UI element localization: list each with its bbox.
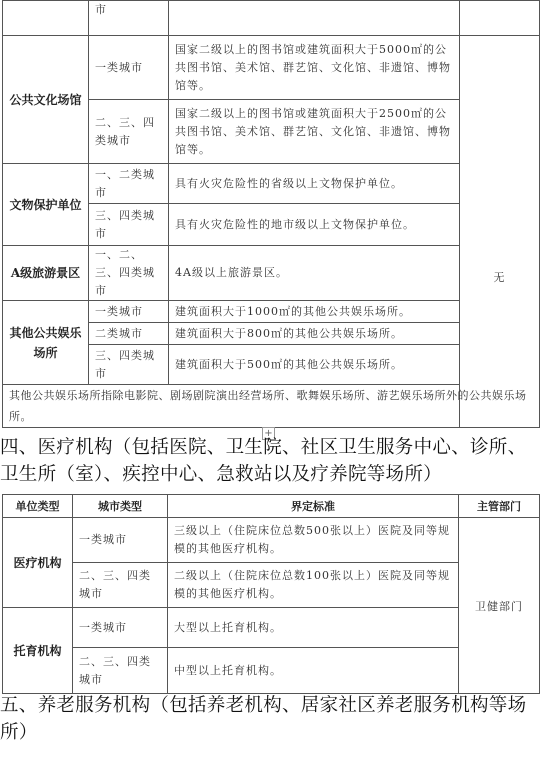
- criteria-cell: 二级以上（住院床位总数100张以上）医院及同等规模的其他医疗机构。: [168, 563, 459, 608]
- criteria-cell: 中型以上托育机构。: [168, 648, 459, 694]
- department-cell: 无: [460, 36, 540, 428]
- table-row: [3, 246, 540, 301]
- city-type-cell: 一、二、三、四类城市: [89, 246, 169, 301]
- city-type-cell: 一类城市: [73, 518, 168, 563]
- unit-type-cell: 其他公共娱乐场所: [3, 301, 89, 385]
- add-row-icon[interactable]: +: [262, 427, 275, 440]
- unit-type-cell: 文物保护单位: [3, 164, 89, 246]
- unit-type-cell: A级旅游景区: [3, 246, 89, 301]
- section-heading-medical: 四、医疗机构（包括医院、卫生院、社区卫生服务中心、诊所、卫生所（室）、疾控中心、急救站以及疗养院等场所）: [0, 437, 527, 485]
- table-row: [3, 301, 540, 323]
- table-row: [3, 385, 540, 428]
- city-type-cell: 二、三、四类城市: [89, 100, 169, 164]
- city-type-cell: 一、二类城市: [89, 164, 169, 204]
- city-type-cell: 一类城市: [73, 608, 168, 648]
- criteria-cell: 三级以上（住院床位总数500张以上）医院及同等规模的其他医疗机构。: [168, 518, 459, 563]
- unit-type-cell: 托育机构: [3, 608, 73, 694]
- header-city-type: 城市类型: [73, 495, 168, 518]
- criteria-cell: 具有火灾危险性的省级以上文物保护单位。: [169, 164, 460, 204]
- criteria-cell: 建筑面积大于800㎡的其他公共娱乐场所。: [169, 323, 460, 345]
- table-row: [3, 518, 540, 563]
- city-type-cell: 一类城市: [89, 301, 169, 323]
- city-type-cell: 二类城市: [89, 323, 169, 345]
- medical-institutions-table: [2, 494, 540, 694]
- criteria-cell: 国家二级以上的图书馆或建筑面积大于5000㎡的公共图书馆、美术馆、群艺馆、文化馆、非遗馆、博物馆等。: [169, 36, 460, 100]
- header-unit-type: 单位类型: [3, 495, 73, 518]
- criteria-cell: 国家二级以上的图书馆或建筑面积大于2500㎡的公共图书馆、美术馆、群艺馆、文化馆、非遗馆、博物馆等。: [169, 100, 460, 164]
- criteria-cell: 大型以上托育机构。: [168, 608, 459, 648]
- unit-type-cell: 医疗机构: [3, 518, 73, 608]
- city-type-cell: 一类城市: [89, 36, 169, 100]
- criteria-cell: 建筑面积大于500㎡的其他公共娱乐场所。: [169, 345, 460, 385]
- unit-type-cell: 公共文化场馆: [3, 36, 89, 164]
- city-type-cell: 三、四类城市: [89, 345, 169, 385]
- table-header-row: [3, 495, 540, 518]
- table-row: [3, 164, 540, 204]
- city-type-cell: 市: [89, 1, 169, 36]
- cultural-venues-table: [2, 0, 540, 428]
- city-type-cell: 三、四类城市: [89, 204, 169, 246]
- table-note: 其他公共娱乐场所指除电影院、剧场剧院演出经营场所、歌舞娱乐场所、游艺娱乐场所外的公共娱乐场所。: [3, 385, 540, 428]
- table-row: [3, 1, 540, 36]
- city-type-cell: 二、三、四类城市: [73, 648, 168, 694]
- city-type-cell: 二、三、四类城市: [73, 563, 168, 608]
- criteria-cell: 建筑面积大于1000㎡的其他公共娱乐场所。: [169, 301, 460, 323]
- department-cell: 卫健部门: [459, 518, 540, 694]
- criteria-cell: 4A级以上旅游景区。: [169, 246, 460, 301]
- header-department: 主管部门: [459, 495, 540, 518]
- criteria-cell: 具有火灾危险性的地市级以上文物保护单位。: [169, 204, 460, 246]
- header-criteria: 界定标准: [168, 495, 459, 518]
- table-row: [3, 36, 540, 100]
- section-heading-elderly-care: 五、养老服务机构（包括养老机构、居家社区养老服务机构等场所）: [0, 695, 527, 743]
